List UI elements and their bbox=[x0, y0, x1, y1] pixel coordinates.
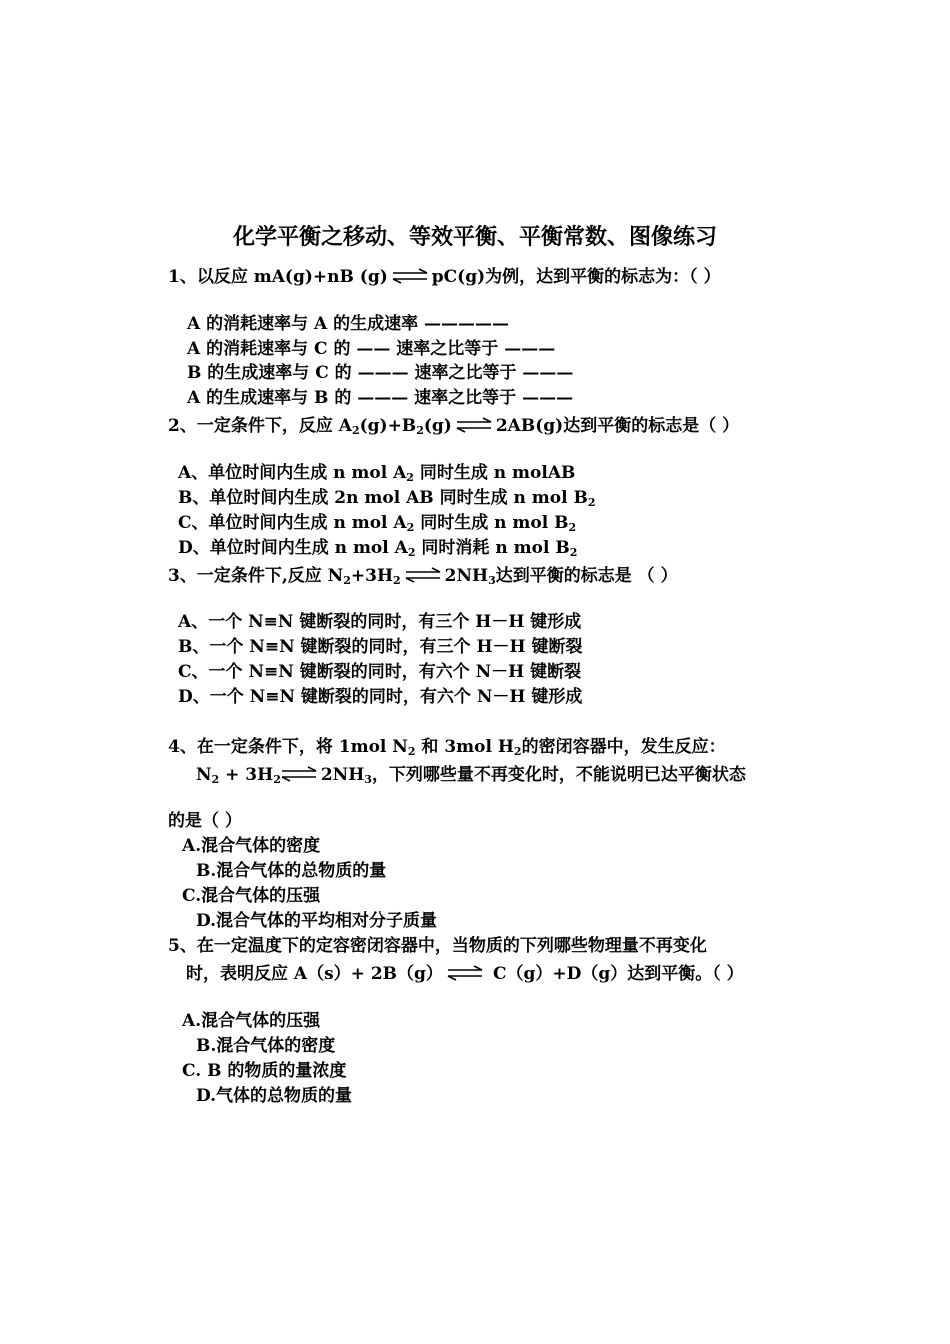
q2-option-text: 同时消耗 n mol B bbox=[421, 538, 570, 558]
q1-option: A 的生成速率与 B 的 ——— 速率之比等于 ——— bbox=[187, 388, 574, 408]
subscript: 2 bbox=[407, 745, 416, 758]
subscript: 2 bbox=[587, 496, 596, 509]
q3-option: B、一个 N≡N 键断裂的同时，有三个 H－H 键断裂 bbox=[178, 637, 583, 657]
q2-stem-part: 2AB(g)达到平衡的标志是（ ） bbox=[495, 416, 740, 436]
subscript: 2 bbox=[568, 521, 577, 534]
q3-stem-part: 达到平衡的标志是 （ ） bbox=[495, 566, 678, 586]
q4-option: A.混合气体的密度 bbox=[182, 836, 321, 856]
q2-option bbox=[178, 487, 596, 509]
q3-option: A、一个 N≡N 键断裂的同时，有三个 H－H 键形成 bbox=[178, 612, 582, 632]
q2-option-text: A、单位时间内生成 n mol A bbox=[178, 463, 407, 483]
q5-option: A.混合气体的压强 bbox=[182, 1011, 321, 1031]
q4-option: C.混合气体的压强 bbox=[182, 886, 321, 906]
q2-stem bbox=[168, 415, 739, 437]
q5-option: C. B 的物质的量浓度 bbox=[182, 1061, 347, 1081]
q2-option bbox=[178, 537, 577, 559]
subscript: 2 bbox=[393, 574, 401, 587]
subscript: 2 bbox=[406, 471, 414, 484]
q2-option-text: 同时生成 n mol B bbox=[420, 513, 569, 533]
q2-option bbox=[178, 462, 575, 484]
q1-stem-part: 1、以反应 mA(g)+nB (g) bbox=[168, 267, 388, 287]
q4-option: B.混合气体的总物质的量 bbox=[196, 861, 387, 881]
q3-option: D、一个 N≡N 键断裂的同时，有六个 N－H 键形成 bbox=[178, 687, 583, 707]
q2-option-text: 同时生成 n molAB bbox=[419, 463, 576, 483]
q4-stem-part: 和 3mol H bbox=[421, 737, 514, 757]
page-title: 化学平衡之移动、等效平衡、平衡常数、图像练习 bbox=[232, 224, 717, 250]
equilibrium-arrow-icon bbox=[405, 567, 441, 583]
q2-stem-part: (g) bbox=[423, 416, 452, 436]
subscript: 2 bbox=[407, 546, 416, 559]
subscript: 2 bbox=[343, 574, 351, 587]
q4-stem-part: ，下列哪些量不再变化时，不能说明已达平衡状态 bbox=[371, 765, 746, 785]
q5-stem-line2 bbox=[186, 963, 744, 985]
q1-option: A 的消耗速率与 A 的生成速率 ————— bbox=[187, 314, 510, 334]
subscript: 2 bbox=[406, 521, 415, 534]
q1-stem-part: pC(g)为例，达到平衡的标志为：（ ） bbox=[431, 267, 721, 287]
q4-stem-line3: 的是（ ） bbox=[168, 811, 242, 831]
q4-stem-part: + 3H bbox=[219, 765, 274, 785]
q3-stem-part: 2NH bbox=[444, 566, 489, 586]
q5-stem-part: 时，表明反应 A（s）+ 2B（g） bbox=[186, 964, 443, 984]
subscript: 2 bbox=[211, 773, 220, 786]
q5-option: B.混合气体的密度 bbox=[196, 1036, 336, 1056]
subscript: 2 bbox=[416, 424, 424, 437]
q2-stem-part: 2、一定条件下，反应 A bbox=[168, 416, 352, 436]
subscript: 2 bbox=[569, 546, 578, 559]
subscript: 3 bbox=[364, 773, 372, 786]
equilibrium-arrow-icon bbox=[447, 965, 483, 981]
q1-option: A 的消耗速率与 C 的 —— 速率之比等于 ——— bbox=[187, 339, 556, 359]
q4-stem-part: 的密闭容器中，发生反应： bbox=[521, 737, 726, 757]
subscript: 2 bbox=[351, 424, 360, 437]
q2-option-text: C、单位时间内生成 n mol A bbox=[178, 513, 407, 533]
q2-option-text: D、单位时间内生成 n mol A bbox=[178, 538, 408, 558]
q3-stem-part: +3H bbox=[350, 566, 394, 586]
equilibrium-arrow-icon bbox=[456, 417, 492, 433]
q4-stem-part: N bbox=[196, 765, 212, 785]
q5-option: D.气体的总物质的量 bbox=[196, 1086, 353, 1106]
q2-option bbox=[178, 512, 576, 534]
q4-stem-line1 bbox=[168, 736, 726, 758]
q3-stem bbox=[168, 565, 678, 587]
q5-stem-part: C（g）+D（g）达到平衡。（ ） bbox=[492, 964, 744, 984]
q2-stem-part: (g)+B bbox=[359, 416, 417, 436]
subscript: 2 bbox=[513, 745, 522, 758]
subscript: 2 bbox=[273, 773, 281, 786]
q2-option-text: B、单位时间内生成 2n mol AB 同时生成 n mol B bbox=[178, 488, 588, 508]
q4-stem-line2 bbox=[196, 764, 746, 786]
q5-stem-line1: 5、在一定温度下的定容密闭容器中，当物质的下列哪些物理量不再变化 bbox=[168, 936, 707, 956]
q1-stem bbox=[168, 266, 721, 288]
q4-stem-part: 2NH bbox=[320, 765, 365, 785]
q4-stem-part: 4、在一定条件下，将 1mol N bbox=[168, 737, 408, 757]
q3-stem-part: 3、一定条件下,反应 N bbox=[168, 566, 344, 586]
equilibrium-arrow-icon bbox=[392, 268, 428, 284]
q3-option: C、一个 N≡N 键断裂的同时，有六个 N－H 键断裂 bbox=[178, 662, 582, 682]
q1-option: B 的生成速率与 C 的 ——— 速率之比等于 ——— bbox=[187, 363, 574, 383]
equilibrium-arrow-icon bbox=[281, 766, 317, 782]
subscript: 3 bbox=[488, 574, 496, 587]
q4-option: D.混合气体的平均相对分子质量 bbox=[196, 911, 438, 931]
